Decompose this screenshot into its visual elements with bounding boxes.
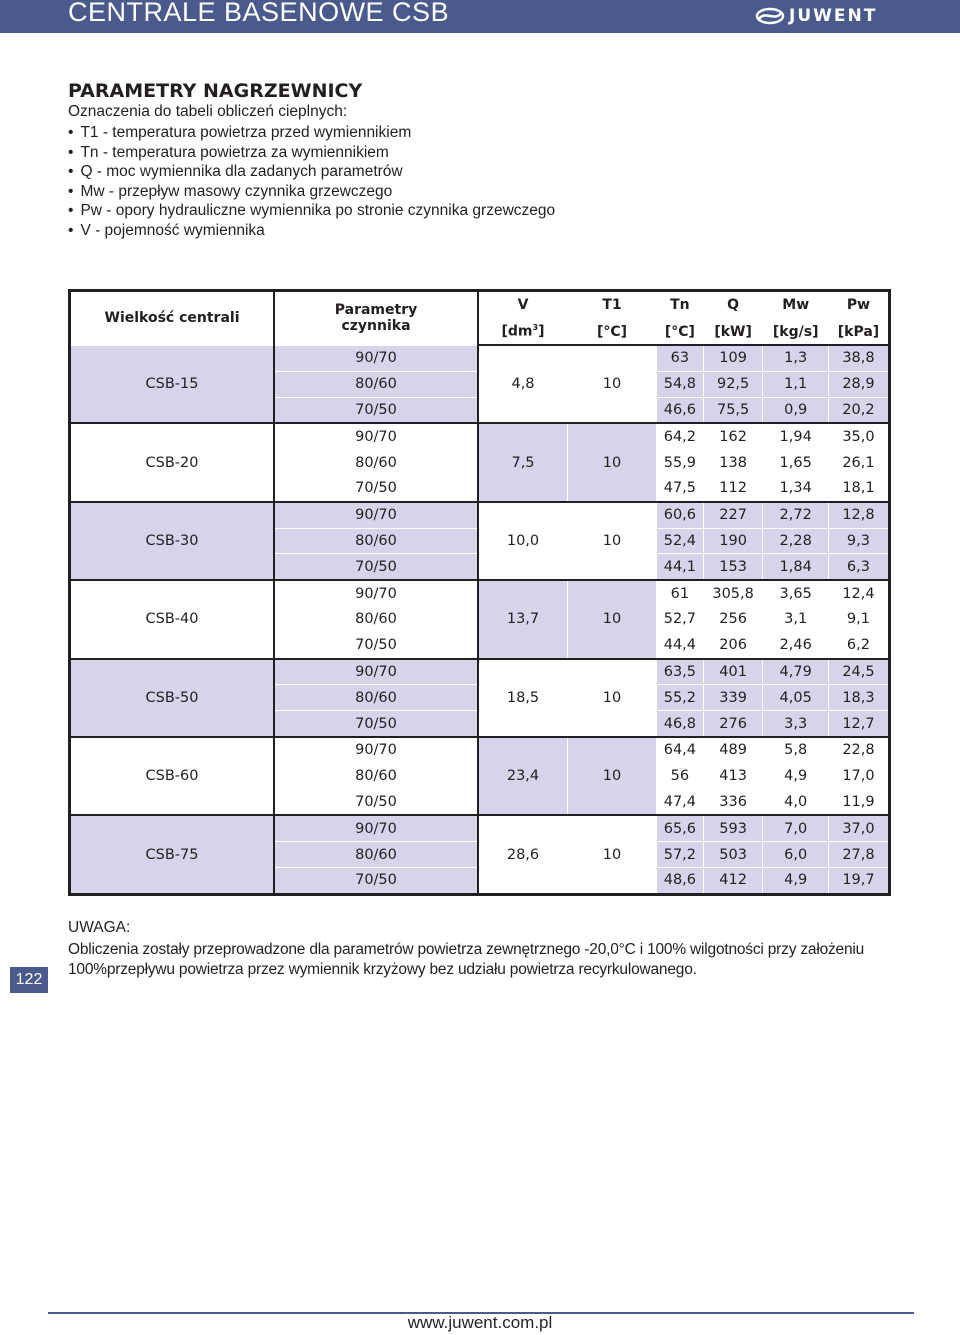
- unit-v: $[dm^3]$: [478, 319, 568, 346]
- page-number: 122: [10, 967, 48, 993]
- pw-cell: 18,3: [828, 685, 889, 711]
- tn-cell: 60,6: [657, 502, 704, 528]
- heater-parameters-table: [68, 289, 891, 896]
- mw-cell: 4,0: [763, 789, 828, 815]
- tn-cell: 44,4: [657, 632, 704, 658]
- tn-cell: 63: [657, 345, 704, 371]
- t1-cell: 10: [568, 580, 657, 658]
- legend-list: [68, 123, 555, 240]
- mw-cell: 4,9: [763, 867, 828, 894]
- unit-q: [kW]: [703, 319, 763, 346]
- t1-cell: 10: [568, 345, 657, 423]
- legend-item: • Q - moc wymiennika dla zadanych parametrów: [68, 163, 403, 180]
- pw-cell: 17,0: [828, 763, 889, 789]
- pw-cell: 11,9: [828, 789, 889, 815]
- q-cell: 153: [703, 554, 763, 580]
- param-cell: 80/60: [274, 371, 478, 397]
- pw-cell: 27,8: [828, 842, 889, 868]
- mw-cell: 0,9: [763, 397, 828, 423]
- q-cell: 401: [703, 659, 763, 685]
- param-cell: 70/50: [274, 867, 478, 894]
- size-cell: CSB-60: [70, 737, 275, 815]
- bullet-icon: •: [68, 221, 74, 239]
- unit-pw: [kPa]: [828, 319, 889, 346]
- mw-cell: 1,1: [763, 371, 828, 397]
- mw-cell: 2,72: [763, 502, 828, 528]
- v-cell: 13,7: [478, 580, 568, 658]
- t1-cell: 10: [568, 815, 657, 894]
- tn-cell: 54,8: [657, 371, 704, 397]
- pw-cell: 38,8: [828, 345, 889, 371]
- table-row: [70, 580, 890, 606]
- pw-cell: 12,8: [828, 502, 889, 528]
- size-cell: CSB-75: [70, 815, 275, 894]
- q-cell: 305,8: [703, 580, 763, 606]
- t1-cell: 10: [568, 423, 657, 501]
- v-cell: 4,8: [478, 345, 568, 423]
- pw-cell: 6,3: [828, 554, 889, 580]
- legend-item: • T1 - temperatura powietrza przed wymiennikiem: [68, 124, 412, 141]
- section-title: PARAMETRY NAGRZEWNICY: [68, 80, 363, 102]
- q-cell: 503: [703, 842, 763, 868]
- pw-cell: 28,9: [828, 371, 889, 397]
- q-cell: 339: [703, 685, 763, 711]
- param-cell: 90/70: [274, 737, 478, 763]
- q-cell: 138: [703, 450, 763, 476]
- legend-item: • V - pojemność wymiennika: [68, 221, 265, 239]
- v-cell: 7,5: [478, 423, 568, 501]
- param-cell: 80/60: [274, 685, 478, 711]
- q-cell: 206: [703, 632, 763, 658]
- pw-cell: 12,4: [828, 580, 889, 606]
- size-cell: CSB-15: [70, 345, 275, 423]
- table-row: [70, 423, 890, 449]
- tn-cell: 55,9: [657, 450, 704, 476]
- tn-cell: 44,1: [657, 554, 704, 580]
- param-cell: 70/50: [274, 711, 478, 737]
- q-cell: 75,5: [703, 397, 763, 423]
- tn-cell: 46,6: [657, 397, 704, 423]
- param-cell: 70/50: [274, 789, 478, 815]
- unit-mw: [kg/s]: [763, 319, 828, 346]
- t1-cell: 10: [568, 659, 657, 737]
- param-cell: 80/60: [274, 842, 478, 868]
- pw-cell: 6,2: [828, 632, 889, 658]
- size-cell: CSB-20: [70, 423, 275, 501]
- pw-cell: 20,2: [828, 397, 889, 423]
- param-cell: 90/70: [274, 580, 478, 606]
- note-title: UWAGA:: [68, 919, 131, 936]
- col-header-mw: Mw: [763, 291, 828, 319]
- tn-cell: 48,6: [657, 867, 704, 894]
- col-header-tn: Tn: [657, 291, 704, 319]
- tn-cell: 63,5: [657, 659, 704, 685]
- bullet-icon: •: [68, 182, 74, 200]
- t1-cell: 10: [568, 502, 657, 580]
- tn-cell: 61: [657, 580, 704, 606]
- bullet-icon: •: [68, 202, 74, 219]
- table-row: [70, 502, 890, 528]
- juwent-logo: [755, 3, 877, 29]
- tn-cell: 47,4: [657, 789, 704, 815]
- tn-cell: 64,4: [657, 737, 704, 763]
- mw-cell: 4,79: [763, 659, 828, 685]
- mw-cell: 4,9: [763, 763, 828, 789]
- mw-cell: 2,46: [763, 632, 828, 658]
- param-cell: 70/50: [274, 554, 478, 580]
- table-row: [70, 659, 890, 685]
- logo-swirl-icon: [755, 6, 785, 26]
- bullet-icon: •: [68, 163, 74, 180]
- q-cell: 412: [703, 867, 763, 894]
- table-row: [70, 815, 890, 841]
- mw-cell: 1,3: [763, 345, 828, 371]
- param-cell: 80/60: [274, 763, 478, 789]
- legend-item: • Mw - przepływ masowy czynnika grzewczego: [68, 182, 393, 200]
- tn-cell: 57,2: [657, 842, 704, 868]
- pw-cell: 18,1: [828, 475, 889, 501]
- v-cell: 10,0: [478, 502, 568, 580]
- tn-cell: 56: [657, 763, 704, 789]
- pw-cell: 37,0: [828, 815, 889, 841]
- tn-cell: 47,5: [657, 475, 704, 501]
- v-cell: 28,6: [478, 815, 568, 894]
- param-cell: 80/60: [274, 606, 478, 632]
- pw-cell: 22,8: [828, 737, 889, 763]
- q-cell: 413: [703, 763, 763, 789]
- size-cell: CSB-40: [70, 580, 275, 658]
- q-cell: 489: [703, 737, 763, 763]
- param-cell: 90/70: [274, 423, 478, 449]
- mw-cell: 1,94: [763, 423, 828, 449]
- mw-cell: 3,3: [763, 711, 828, 737]
- mw-cell: 7,0: [763, 815, 828, 841]
- logo-text: JUWENT: [789, 6, 878, 26]
- v-cell: 18,5: [478, 659, 568, 737]
- q-cell: 109: [703, 345, 763, 371]
- q-cell: 92,5: [703, 371, 763, 397]
- pw-cell: 24,5: [828, 659, 889, 685]
- mw-cell: 1,84: [763, 554, 828, 580]
- bullet-icon: •: [68, 124, 74, 141]
- q-cell: 593: [703, 815, 763, 841]
- param-cell: 90/70: [274, 815, 478, 841]
- q-cell: 276: [703, 711, 763, 737]
- param-cell: 70/50: [274, 632, 478, 658]
- q-cell: 227: [703, 502, 763, 528]
- header-title: CENTRALE BASENOWE CSB: [68, 0, 450, 27]
- mw-cell: 2,28: [763, 528, 828, 554]
- table-row: [70, 737, 890, 763]
- pw-cell: 26,1: [828, 450, 889, 476]
- mw-cell: 6,0: [763, 842, 828, 868]
- param-cell: 90/70: [274, 659, 478, 685]
- legend-item: • Pw - opory hydrauliczne wymiennika po stronie czynnika grzewczego: [68, 202, 556, 219]
- param-cell: 80/60: [274, 450, 478, 476]
- mw-cell: 3,65: [763, 580, 828, 606]
- mw-cell: 3,1: [763, 606, 828, 632]
- page-header: [0, 0, 960, 33]
- tn-cell: 52,4: [657, 528, 704, 554]
- col-header-size: Wielkość centrali: [70, 291, 275, 346]
- q-cell: 190: [703, 528, 763, 554]
- mw-cell: 1,65: [763, 450, 828, 476]
- pw-cell: 12,7: [828, 711, 889, 737]
- tn-cell: 64,2: [657, 423, 704, 449]
- tn-cell: 65,6: [657, 815, 704, 841]
- pw-cell: 19,7: [828, 867, 889, 894]
- size-cell: CSB-50: [70, 659, 275, 737]
- intro-text: Oznaczenia do tabeli obliczeń cieplnych:: [68, 103, 348, 120]
- q-cell: 336: [703, 789, 763, 815]
- q-cell: 162: [703, 423, 763, 449]
- v-cell: 23,4: [478, 737, 568, 815]
- pw-cell: 9,3: [828, 528, 889, 554]
- table-row: [70, 345, 890, 371]
- unit-tn: [°C]: [657, 319, 704, 346]
- mw-cell: 5,8: [763, 737, 828, 763]
- note-text: Obliczenia zostały przeprowadzone dla parametrów powietrza zewnętrznego -20,0°C i 100% wilgotności przy założeniu 100%przepływu powietrza przez wymiennik krzyżowy bez udziału powietrza recyrkulowanego.: [68, 941, 865, 978]
- legend-item: • Tn - temperatura powietrza za wymiennikiem: [68, 143, 389, 161]
- tn-cell: 55,2: [657, 685, 704, 711]
- col-header-q: Q: [703, 291, 763, 319]
- param-cell: 90/70: [274, 502, 478, 528]
- col-header-t1: T1: [568, 291, 657, 319]
- tn-cell: 46,8: [657, 711, 704, 737]
- param-cell: 80/60: [274, 528, 478, 554]
- pw-cell: 9,1: [828, 606, 889, 632]
- mw-cell: 1,34: [763, 475, 828, 501]
- tn-cell: 52,7: [657, 606, 704, 632]
- footer-url[interactable]: www.juwent.com.pl: [407, 1313, 553, 1332]
- bullet-icon: •: [68, 143, 74, 161]
- col-header-v: V: [478, 291, 568, 319]
- param-cell: 70/50: [274, 397, 478, 423]
- t1-cell: 10: [568, 737, 657, 815]
- param-cell: 90/70: [274, 345, 478, 371]
- q-cell: 112: [703, 475, 763, 501]
- unit-t1: [°C]: [568, 319, 657, 346]
- param-cell: 70/50: [274, 475, 478, 501]
- col-header-params: Parametry czynnika: [274, 291, 478, 346]
- pw-cell: 35,0: [828, 423, 889, 449]
- col-header-pw: Pw: [828, 291, 889, 319]
- mw-cell: 4,05: [763, 685, 828, 711]
- q-cell: 256: [703, 606, 763, 632]
- size-cell: CSB-30: [70, 502, 275, 580]
